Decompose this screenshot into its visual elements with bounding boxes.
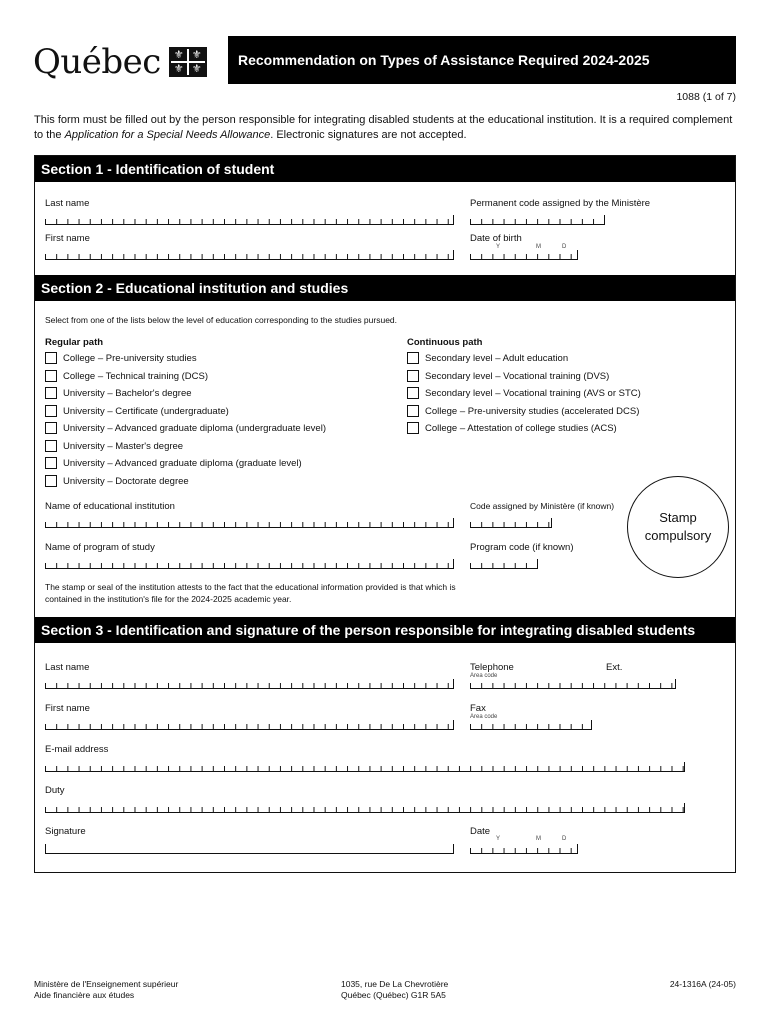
checkbox[interactable] [407,370,419,382]
option-label: University – Master's degree [63,440,184,452]
regular-option[interactable] [45,457,302,469]
option-label: College – Pre-university studies (accelerated DCS) [425,405,640,417]
regular-option[interactable] [45,440,183,452]
regular-option[interactable] [45,387,192,399]
regular-option[interactable] [45,405,229,417]
regular-option[interactable] [45,422,326,434]
s3-last-name-label: Last name [45,662,90,673]
form-number: 1088 (1 of 7) [676,91,736,103]
s3-fax-field[interactable] [470,720,592,730]
form-title: Recommendation on Types of Assistance Required 2024-2025 [228,36,736,84]
checkbox[interactable] [45,405,57,417]
s2-institution-code-field[interactable] [470,518,552,528]
option-label: College – Pre-university studies [63,352,197,364]
footer-city: Québec (Québec) G1R 5A5 [341,990,446,1000]
checkbox[interactable] [407,352,419,364]
s3-telephone-area-code: Area code [470,673,498,679]
stamp-circle [627,476,729,578]
section1-header: Section 1 - Identification of student [35,156,735,182]
s1-dob-d: D [562,244,567,250]
s2-attest-text: The stamp or seal of the institution attests to the fact that the educational information provided is that which is contained in the institution's file for the 2024-2025 academic year. [45,582,456,604]
section3-header: Section 3 - Identification and signature of the person responsible for integrating disabled students [35,617,735,643]
s3-date-y: Y [496,836,501,842]
s3-email-field[interactable] [45,762,685,772]
s2-regular-heading: Regular path [45,337,104,348]
s3-fax-area-code: Area code [470,714,498,720]
option-label: University – Advanced graduate diploma (undergraduate level) [63,422,326,434]
option-label: Secondary level – Adult education [425,352,569,364]
regular-option[interactable] [45,352,197,364]
footer-address [341,979,448,1001]
option-label: University – Bachelor's degree [63,387,192,399]
s2-institution-name-field[interactable] [45,518,454,528]
option-label: University – Certificate (undergraduate) [63,405,229,417]
continuous-option[interactable] [407,387,641,399]
s2-program-name-label: Name of program of study [45,542,155,553]
checkbox[interactable] [45,422,57,434]
checkbox[interactable] [45,475,57,487]
footer-code: 24-1316A (24-05) [669,979,736,989]
s3-telephone-label: Telephone [470,662,514,673]
s1-last-name-field[interactable] [45,215,454,225]
s3-date-label: Date [470,826,491,837]
section2-header: Section 2 - Educational institution and studies [35,275,735,301]
s3-duty-label: Duty [45,785,65,796]
s1-last-name-label: Last name [45,198,90,209]
intro-part1: This form must be filled out by the person responsible for integrating disabled students at the educational institution. It is a required complement to the [34,114,733,141]
intro-italic: Application for a Special Needs Allowance [64,129,271,141]
option-label: College – Technical training (DCS) [63,370,209,382]
s3-first-name-field[interactable] [45,720,454,730]
regular-option[interactable] [45,475,189,487]
s1-permanent-code-label: Permanent code assigned by the Ministère [470,198,651,209]
logo-wordmark: Québec [33,42,161,82]
regular-option[interactable] [45,370,208,382]
s3-fax-label: Fax [470,703,486,714]
s2-institution-code-label: Code assigned by Ministère (if known) [470,501,615,511]
checkbox[interactable] [45,457,57,469]
checkbox[interactable] [45,352,57,364]
stamp-line2: compulsory [644,528,712,543]
s3-last-name-field[interactable] [45,679,454,689]
quebec-logo [33,42,207,82]
s2-program-code-label: Program code (if known) [470,542,574,553]
s2-program-code-field[interactable] [470,559,538,569]
intro-part2: . Electronic signatures are not accepted. [270,129,467,141]
option-label: University – Advanced graduate diploma (graduate level) [63,457,302,469]
s1-dob-field[interactable] [470,250,578,260]
s2-continuous-heading: Continuous path [407,337,483,348]
s1-dob-label: Date of birth [470,233,522,244]
s1-first-name-field[interactable] [45,250,454,260]
s2-institution-name-label: Name of educational institution [45,501,175,512]
footer-ministry: Ministère de l'Enseignement supérieur [34,979,179,989]
checkbox[interactable] [407,405,419,417]
s3-email-label: E-mail address [45,744,109,755]
checkbox[interactable] [407,422,419,434]
checkbox[interactable] [45,387,57,399]
continuous-option[interactable] [407,370,609,382]
s1-dob-y: Y [496,244,501,250]
stamp-line1: Stamp [659,510,697,525]
s3-first-name-label: First name [45,703,90,714]
s1-first-name-label: First name [45,233,90,244]
s1-permanent-code-field[interactable] [470,215,605,225]
fleur-de-lis-flag-icon [169,47,207,77]
continuous-option[interactable] [407,352,568,364]
footer-left [34,979,178,1001]
s2-program-name-field[interactable] [45,559,454,569]
form-sheet [34,155,736,873]
s1-dob-m: M [536,244,541,250]
option-label: University – Doctorate degree [63,475,189,487]
s3-date-m: M [536,836,541,842]
continuous-option[interactable] [407,405,639,417]
s3-date-field[interactable] [470,844,578,854]
option-label: Secondary level – Vocational training (AVS or STC) [425,387,641,399]
option-label: Secondary level – Vocational training (DVS) [425,370,610,382]
s3-duty-field[interactable] [45,803,685,813]
footer-agency: Aide financière aux études [34,990,135,1000]
s3-date-d: D [562,836,567,842]
s3-signature-label: Signature [45,826,86,837]
checkbox[interactable] [45,440,57,452]
s3-signature-field[interactable] [45,844,454,854]
s3-ext-label: Ext. [606,662,623,673]
continuous-option[interactable] [407,422,617,434]
intro-text [34,113,734,143]
checkbox[interactable] [45,370,57,382]
checkbox[interactable] [407,387,419,399]
s2-instruction: Select from one of the lists below the level of education corresponding to the studies pursued. [45,315,398,325]
footer-street: 1035, rue De La Chevrotière [341,979,449,989]
option-label: College – Attestation of college studies (ACS) [425,422,617,434]
s3-telephone-field[interactable] [470,679,676,689]
